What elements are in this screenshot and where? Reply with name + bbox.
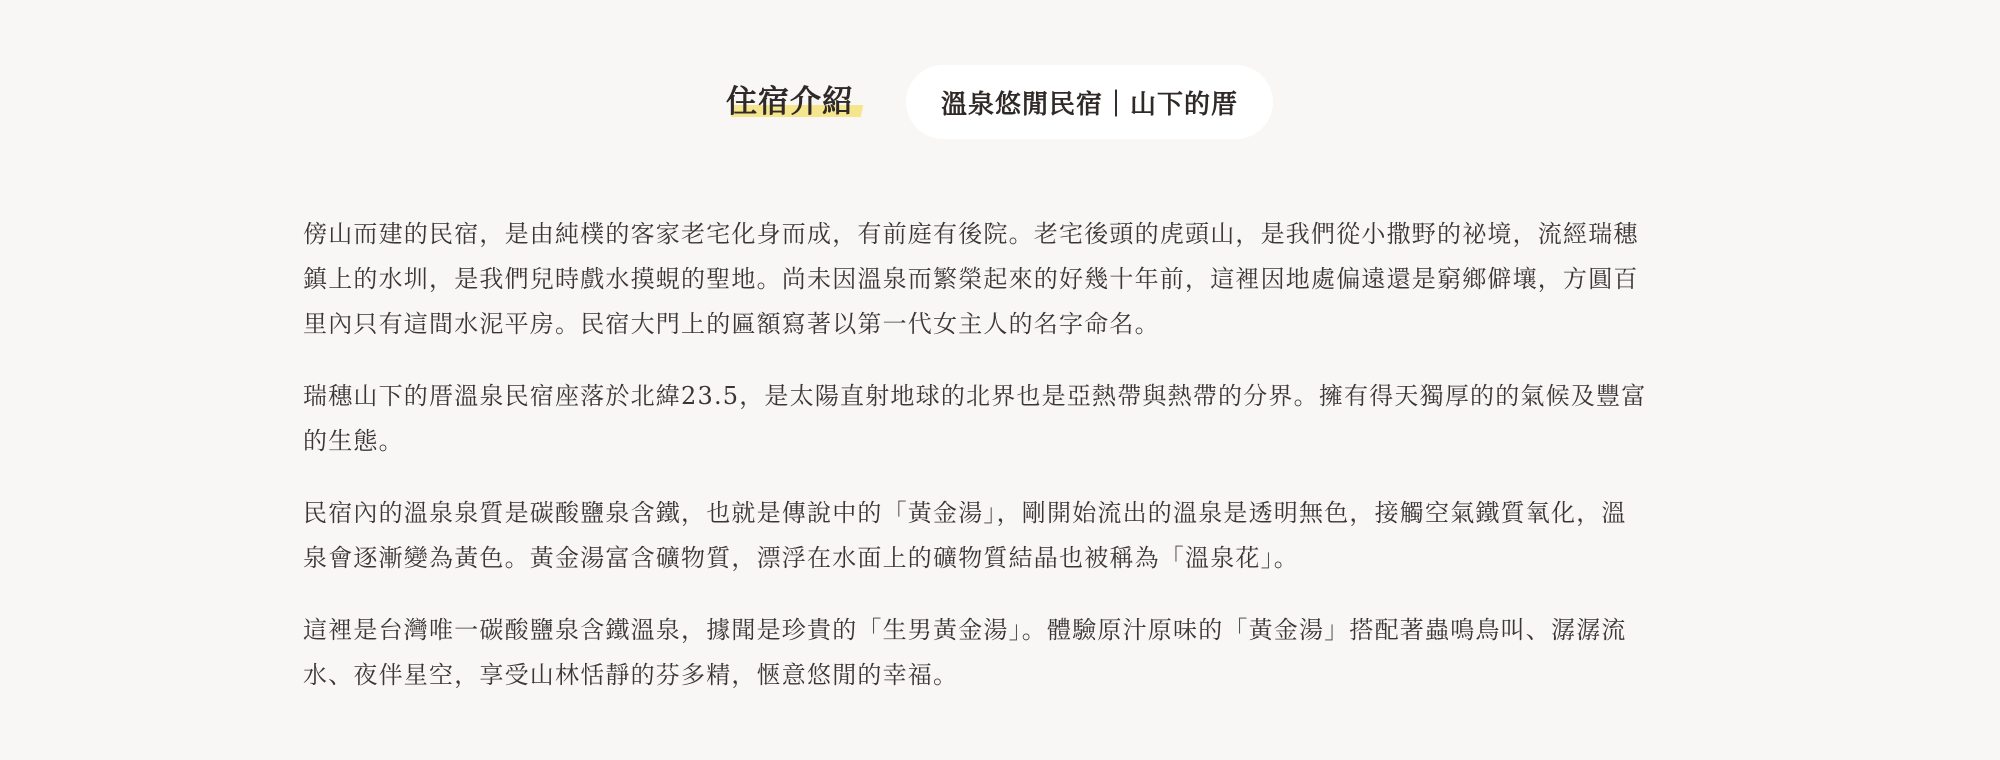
intro-paragraph: 傍山而建的民宿，是由純樸的客家老宅化身而成，有前庭有後院。老宅後頭的虎頭山，是我們從小撒野的祕境，流經瑞穗鎮上的水圳，是我們兒時戲水摸蜆的聖地。尚未因溫泉而繁榮起來的好幾十年前，這裡因地處偏遠還是窮鄉僻壤，方圓百里內只有這間水泥平房。民宿大門上的匾額寫著以第一代女主人的名字命名。 xyxy=(303,220,1639,338)
intro-paragraph: 民宿內的溫泉泉質是碳酸鹽泉含鐵，也就是傳說中的「黃金湯」，剛開始流出的溫泉是透明無色，接觸空氣鐵質氧化，溫泉會逐漸變為黃色。黃金湯富含礦物質，漂浮在水面上的礦物質結晶也被稱為「溫泉花」。 xyxy=(303,499,1627,572)
property-name-badge xyxy=(906,65,1273,139)
section-title-wrap xyxy=(726,84,854,120)
property-name-text: 溫泉悠閒民宿｜山下的厝 xyxy=(940,89,1238,120)
intro-paragraph: 這裡是台灣唯一碳酸鹽泉含鐵溫泉，據聞是珍貴的「生男黃金湯」。體驗原汁原味的「黃金湯」搭配著蟲鳴鳥叫、潺潺流水、夜伴星空，享受山林恬靜的芬多精，愜意悠閒的幸福。 xyxy=(303,616,1627,689)
page-header xyxy=(0,0,2000,160)
intro-paragraph: 瑞穗山下的厝溫泉民宿座落於北緯23.5，是太陽直射地球的北界也是亞熱帶與熱帶的分界。擁有得天獨厚的的氣候及豐富的生態。 xyxy=(303,382,1647,455)
intro-content xyxy=(303,212,1648,725)
section-title xyxy=(726,80,854,124)
section-title-text: 住宿介紹 xyxy=(726,84,854,120)
